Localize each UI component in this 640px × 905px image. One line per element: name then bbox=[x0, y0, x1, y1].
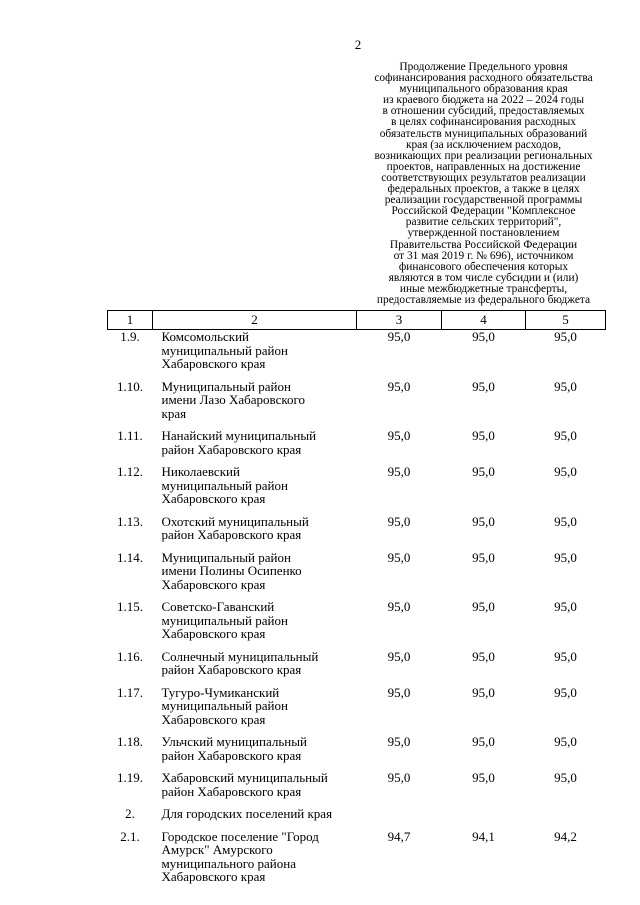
heading-line: от 31 мая 2019 г. № 696), источником bbox=[393, 249, 574, 262]
row-number: 1.14. bbox=[117, 549, 143, 565]
value-col-3: 95,0 bbox=[387, 513, 411, 529]
heading-line: Российской Федерации "Комплексное bbox=[391, 205, 576, 218]
municipality-name bbox=[153, 515, 357, 551]
table-row bbox=[108, 600, 606, 650]
value-col-5 bbox=[526, 807, 606, 830]
row-number: 1.17. bbox=[117, 684, 143, 700]
table-row bbox=[108, 330, 606, 380]
municipality-name bbox=[153, 551, 357, 601]
municipality-name bbox=[153, 465, 357, 515]
municipality-name bbox=[153, 830, 357, 893]
value-col-3: 95,0 bbox=[387, 464, 411, 479]
heading-line: реализации государственной программы bbox=[384, 194, 583, 207]
value-col-5: 95,0 bbox=[554, 684, 577, 700]
row-number: 1.11. bbox=[117, 428, 143, 443]
municipality-name bbox=[153, 429, 357, 465]
municipality-name bbox=[153, 600, 357, 650]
column-header: 1 bbox=[108, 311, 153, 330]
municipality-name-line: Советско-Гаванский bbox=[161, 599, 275, 614]
heading-line: проектов, направленных на достижение bbox=[386, 160, 581, 173]
table-row bbox=[108, 650, 606, 686]
column-header: 2 bbox=[153, 311, 357, 330]
row-number: 1.16. bbox=[117, 648, 143, 664]
municipality-name-line: имени Лазо Хабаровского bbox=[161, 392, 306, 407]
municipality-name-line: Хабаровского края bbox=[161, 576, 266, 592]
municipality-name-line: муниципального района bbox=[161, 855, 296, 871]
table-header bbox=[108, 311, 606, 330]
heading-line: предоставляемые из федерального бюджета bbox=[376, 293, 591, 306]
heading-line: федеральных проектов, а также в целях bbox=[387, 183, 580, 196]
subsidy-table bbox=[107, 310, 606, 893]
row-number: 2. bbox=[125, 806, 135, 821]
table-row bbox=[108, 380, 606, 430]
row-number: 2.1. bbox=[120, 828, 140, 844]
municipality-name bbox=[153, 735, 357, 771]
municipality-name bbox=[153, 650, 357, 686]
value-col-3: 94,7 bbox=[387, 828, 411, 844]
value-col-5: 95,0 bbox=[554, 329, 577, 344]
municipality-name-line: Николаевский bbox=[161, 464, 240, 479]
table-row bbox=[108, 771, 606, 807]
municipality-name-line: Хабаровский муниципальный bbox=[161, 770, 328, 785]
heading-line: развитие сельских территорий", bbox=[405, 216, 562, 229]
municipality-name-line: Нанайский муниципальный bbox=[161, 428, 317, 443]
municipality-name-line: район Хабаровского края bbox=[161, 662, 302, 677]
value-col-5: 95,0 bbox=[554, 734, 577, 749]
document-heading bbox=[356, 62, 611, 306]
value-col-5: 95,0 bbox=[554, 464, 577, 479]
municipality-name-line: Амурск" Амурского bbox=[161, 842, 273, 857]
municipality-name-line: муниципальный район bbox=[161, 342, 288, 358]
row-number: 1.19. bbox=[117, 770, 143, 785]
municipality-name-line: края bbox=[161, 405, 187, 421]
value-col-4: 95,0 bbox=[472, 513, 495, 529]
municipality-name-line: Муниципальный район bbox=[161, 549, 291, 565]
heading-line: утвержденной постановлением bbox=[407, 227, 560, 240]
page-number: 2 bbox=[354, 37, 362, 52]
municipality-name-line: Муниципальный район bbox=[161, 378, 291, 394]
heading-line: края (за исключением расходов, bbox=[405, 138, 562, 151]
municipality-name-line: район Хабаровского края bbox=[161, 747, 302, 763]
value-col-3: 95,0 bbox=[387, 770, 411, 785]
row-number: 1.18. bbox=[117, 734, 143, 749]
heading-line: Продолжение Предельного уровня bbox=[399, 61, 568, 73]
heading-line: Правительства Российской Федерации bbox=[389, 238, 578, 251]
value-col-4: 95,0 bbox=[472, 734, 495, 749]
row-number: 1.13. bbox=[117, 513, 143, 529]
table-row bbox=[108, 429, 606, 465]
municipality-name bbox=[153, 807, 357, 830]
heading-line: обязательств муниципальных образований bbox=[379, 127, 588, 140]
municipality-name-line: муниципальный район bbox=[161, 698, 288, 713]
municipality-name-line: Хабаровского края bbox=[161, 356, 266, 371]
heading-line: соответствующих результатов реализации bbox=[381, 171, 586, 184]
heading-line: из краевого бюджета на 2022 – 2024 годы bbox=[382, 94, 585, 107]
row-number: 1.9. bbox=[120, 329, 140, 344]
municipality-name-line: Городское поселение "Город bbox=[161, 828, 319, 844]
municipality-name-line: район Хабаровского края bbox=[161, 441, 302, 457]
heading-line: софинансирования расходного обязательства bbox=[374, 72, 593, 85]
value-col-4: 95,0 bbox=[472, 648, 495, 664]
municipality-name-line: Солнечный муниципальный bbox=[161, 648, 319, 664]
value-col-5: 95,0 bbox=[554, 513, 577, 529]
value-col-5: 95,0 bbox=[554, 770, 577, 785]
value-col-4: 95,0 bbox=[472, 770, 495, 785]
value-col-5: 94,2 bbox=[554, 828, 577, 844]
column-header: 4 bbox=[442, 311, 526, 330]
municipality-name-line: муниципальный район bbox=[161, 612, 288, 628]
heading-line: в целях софинансирования расходных bbox=[391, 116, 576, 129]
row-number: 1.12. bbox=[117, 464, 143, 479]
value-col-3: 95,0 bbox=[387, 684, 411, 700]
value-col-3: 95,0 bbox=[387, 329, 411, 344]
heading-line: муниципального образования края bbox=[399, 83, 568, 96]
value-col-5: 95,0 bbox=[554, 428, 577, 443]
value-col-4: 95,0 bbox=[472, 464, 495, 479]
municipality-name-line: Хабаровского края bbox=[161, 869, 266, 884]
row-number: 1.10. bbox=[117, 378, 143, 394]
municipality-name bbox=[153, 686, 357, 736]
municipality-name-line: муниципальный район bbox=[161, 477, 288, 493]
table-row bbox=[108, 807, 606, 830]
column-header: 3 bbox=[357, 311, 442, 330]
table-row bbox=[108, 515, 606, 551]
value-col-4: 95,0 bbox=[472, 684, 495, 700]
value-col-3: 95,0 bbox=[387, 428, 411, 443]
municipality-name-line: Тугуро-Чумиканский bbox=[161, 684, 280, 700]
municipality-name-line: Хабаровского края bbox=[161, 491, 266, 506]
table-body bbox=[108, 330, 606, 893]
value-col-5: 95,0 bbox=[554, 378, 577, 394]
municipality-name bbox=[153, 771, 357, 807]
value-col-5: 95,0 bbox=[554, 648, 577, 664]
municipality-name-line: Хабаровского края bbox=[161, 626, 266, 641]
municipality-name bbox=[153, 380, 357, 430]
table-row bbox=[108, 735, 606, 771]
heading-line: в отношении субсидий, предоставляемых bbox=[382, 105, 585, 118]
table-row bbox=[108, 465, 606, 515]
value-col-3: 95,0 bbox=[387, 549, 411, 565]
value-col-4: 95,0 bbox=[472, 378, 495, 394]
column-header: 5 bbox=[526, 311, 606, 330]
municipality-name-line: Комсомольский bbox=[161, 329, 249, 344]
municipality-name-line: район Хабаровского края bbox=[161, 527, 302, 542]
value-col-3: 95,0 bbox=[387, 648, 411, 664]
table-row bbox=[108, 686, 606, 736]
value-col-3 bbox=[357, 807, 442, 830]
table-row bbox=[108, 551, 606, 601]
municipality-name-line: Для городских поселений края bbox=[161, 806, 333, 821]
municipality-name-line: Хабаровского края bbox=[161, 711, 266, 727]
value-col-5: 95,0 bbox=[554, 599, 577, 614]
municipality-name-line: район Хабаровского края bbox=[161, 783, 302, 799]
table-row bbox=[108, 830, 606, 893]
heading-line: возникающих при реализации региональных bbox=[374, 149, 593, 162]
value-col-3: 95,0 bbox=[387, 378, 411, 394]
municipality-name-line: Охотский муниципальный bbox=[161, 513, 309, 529]
value-col-3: 95,0 bbox=[387, 734, 411, 749]
row-number: 1.15. bbox=[117, 599, 143, 614]
municipality-name-line: имени Полины Осипенко bbox=[161, 563, 302, 578]
municipality-name bbox=[153, 330, 357, 380]
value-col-4: 95,0 bbox=[472, 549, 495, 565]
value-col-3: 95,0 bbox=[387, 599, 411, 614]
value-col-4: 95,0 bbox=[472, 329, 495, 344]
value-col-4 bbox=[442, 807, 526, 830]
value-col-4: 95,0 bbox=[472, 599, 495, 614]
value-col-4: 94,1 bbox=[472, 828, 495, 844]
municipality-name-line: Ульчский муниципальный bbox=[161, 734, 307, 749]
heading-line: иные межбюджетные трансферты, bbox=[399, 282, 568, 295]
value-col-5: 95,0 bbox=[554, 549, 577, 565]
value-col-4: 95,0 bbox=[472, 428, 495, 443]
heading-line: финансового обеспечения которых bbox=[398, 260, 569, 273]
heading-line: являются в том числе субсидии и (или) bbox=[388, 271, 579, 284]
